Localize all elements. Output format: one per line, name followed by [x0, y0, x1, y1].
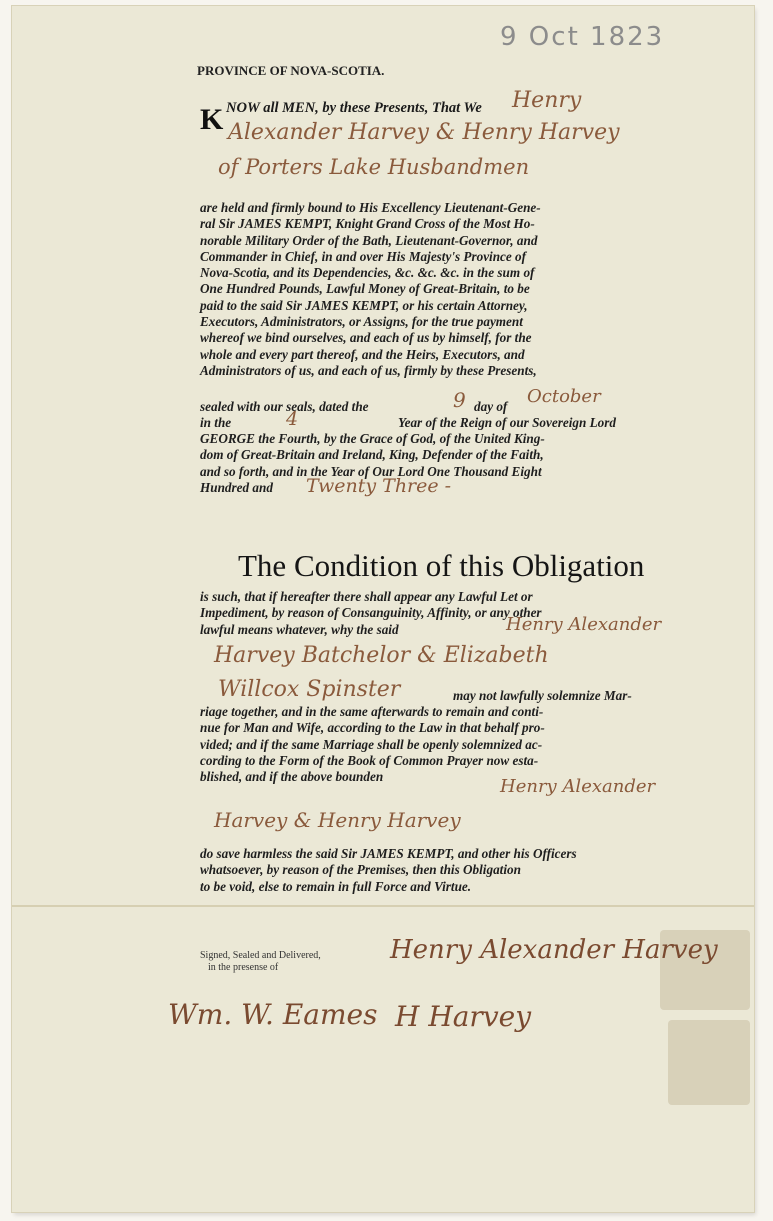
hundred-and-label: Hundred and: [200, 480, 273, 495]
drop-cap: K: [200, 103, 224, 136]
bond-text: [200, 200, 712, 379]
lawful-means-line: lawful means whatever, why the said: [200, 622, 399, 637]
bond-line: paid to the said Sir JAMES KEMPT, or his certain Attorney,: [200, 297, 528, 313]
handwritten-residence: of Porters Lake Husbandmen: [218, 155, 530, 179]
bond-line: Administrators of us, and each of us, firmly by these Presents,: [200, 362, 537, 378]
handwritten-reign-year: 4: [286, 408, 299, 430]
signed-label-line: Signed, Sealed and Delivered,: [200, 950, 321, 961]
closing-text: [200, 846, 712, 895]
bond-line: whereof we bind ourselves, and each of us by himself, for the: [200, 330, 532, 346]
handwritten-month: October: [527, 386, 601, 407]
bond-line: One Hundred Pounds, Lawful Money of Great-Britain, to be: [200, 281, 530, 297]
closing-line: to be void, else to remain in full Force and Virtue.: [200, 878, 472, 894]
bond-line: ral Sir JAMES KEMPT, Knight Grand Cross of the Most Ho-: [200, 216, 535, 232]
signed-sealed-label: [200, 950, 321, 974]
condition-title: The Condition of this Obligation: [238, 548, 645, 583]
opening-line: NOW all MEN, by these Presents, That We: [226, 100, 482, 116]
handwritten-day: 9: [453, 388, 466, 412]
handwritten-groom-bride: Harvey Batchelor & Elizabeth: [214, 643, 549, 668]
marriage-line: nue for Man and Wife, according to the Law in that behalf pro-: [200, 720, 545, 736]
may-not-line: may not lawfully solemnize Mar-: [453, 688, 632, 703]
marriage-line: cording to the Form of the Book of Common Prayer now esta-: [200, 752, 539, 768]
bond-line: whole and every part thereof, and the Heirs, Executors, and: [200, 346, 525, 362]
witness-signature: Wm. W. Eames: [168, 998, 378, 1031]
handwritten-name: Henry: [512, 88, 582, 113]
seal-stain: [668, 1020, 750, 1105]
handwritten-bride: Willcox Spinster: [218, 677, 401, 702]
province-heading: PROVINCE OF NOVA-SCOTIA.: [197, 63, 385, 78]
surety-signature: H Harvey: [395, 1000, 532, 1033]
condition-line: is such, that if hereafter there shall appear any Lawful Let or: [200, 589, 533, 604]
marriage-line: riage together, and in the same afterwards to remain and conti-: [200, 704, 544, 719]
day-of-label: day of: [474, 399, 508, 414]
in-the-label: in the: [200, 415, 232, 430]
marriage-text: [200, 704, 712, 769]
handwritten-year-words: Twenty Three -: [306, 475, 452, 497]
sealed-line: sealed with our seals, dated the: [200, 399, 369, 414]
principal-signature: Henry Alexander Harvey: [390, 935, 718, 965]
condition-line: Impediment, by reason of Consanguinity, Affinity, or any other: [200, 605, 542, 621]
pencil-date-annotation: 9 Oct 1823: [500, 22, 665, 52]
signed-label-line: in the presense of: [208, 962, 279, 973]
paper-fold: [12, 905, 754, 907]
reign-line: dom of Great-Britain and Ireland, King, Defender of the Faith,: [200, 447, 544, 463]
marriage-line: vided; and if the same Marriage shall be openly solemnized ac-: [200, 736, 543, 752]
reign-text: [200, 431, 712, 480]
closing-line: do save harmless the said Sir JAMES KEMPT, and other his Officers: [200, 846, 577, 861]
closing-line: whatsoever, by reason of the Premises, then this Obligation: [200, 862, 521, 878]
bond-line: are held and firmly bound to His Excellency Lieutenant-Gene-: [200, 200, 541, 215]
reign-line: GEORGE the Fourth, by the Grace of God, of the United King-: [200, 431, 545, 446]
reign-line: Year of the Reign of our Sovereign Lord: [398, 415, 616, 430]
bond-line: Commander in Chief, in and over His Majesty's Province of: [200, 248, 527, 264]
handwritten-bounden-2: Harvey & Henry Harvey: [214, 808, 461, 832]
blished-line: blished, and if the above bounden: [200, 769, 384, 784]
bond-line: norable Military Order of the Bath, Lieutenant-Governor, and: [200, 232, 538, 248]
handwritten-names: Alexander Harvey & Henry Harvey: [228, 120, 620, 145]
bond-line: Executors, Administrators, or Assigns, for the true payment: [200, 314, 523, 330]
handwritten-groom: Henry Alexander: [506, 614, 662, 635]
reign-line: and so forth, and in the Year of Our Lord One Thousand Eight: [200, 463, 542, 479]
bond-line: Nova-Scotia, and its Dependencies, &c. &c. &c. in the sum of: [200, 265, 535, 281]
handwritten-bounden-1: Henry Alexander: [500, 776, 656, 797]
